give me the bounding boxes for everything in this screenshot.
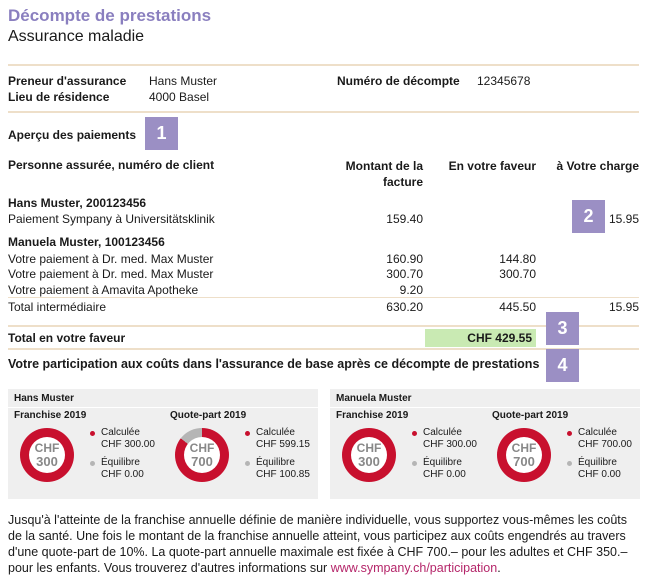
quote-part-ring-center bbox=[184, 437, 220, 473]
subtotal-amount: 630.20 bbox=[386, 300, 423, 314]
quote-part-calculated-value: CHF 599.15 bbox=[256, 439, 310, 450]
franchise-calculated bbox=[101, 427, 155, 451]
divider bbox=[8, 111, 639, 113]
franchise-balance-label: Équilibre bbox=[423, 457, 462, 468]
participation-title: Votre participation aux coûts dans l'assurance de base après ce décompte de prestations bbox=[8, 357, 540, 371]
divider bbox=[8, 64, 639, 66]
legend-dot-used bbox=[412, 431, 417, 436]
subtotal-charge: 15.95 bbox=[608, 300, 639, 314]
footer-end: . bbox=[497, 561, 501, 575]
quote-part-balance-label: Équilibre bbox=[256, 457, 295, 468]
person-name: Hans Muster, 200123456 bbox=[8, 196, 147, 210]
column-header-amount-line2: facture bbox=[382, 175, 423, 189]
franchise-balance-label: Équilibre bbox=[101, 457, 140, 468]
quote-part-calculated bbox=[578, 427, 632, 451]
franchise-currency: CHF bbox=[34, 440, 60, 455]
quote-part-value: 700 bbox=[513, 453, 535, 469]
quote-part-balance-value: CHF 0.00 bbox=[578, 469, 621, 480]
panel-person-name: Hans Muster bbox=[14, 393, 75, 404]
total-label: Total en votre faveur bbox=[8, 331, 126, 345]
payment-amount: 160.90 bbox=[386, 252, 423, 266]
total-favour-value: CHF 429.55 bbox=[425, 329, 536, 347]
footer-text: Jusqu'à l'atteinte de la franchise annuelle définie de manière individuelle, vous supportez vous-mêmes les coûts de la santé. Une fois le montant de la franchise annuelle atteint, vous participez aux coûts engendrés au travers d'une quote-part de 10%. La quote-part annuelle maximale est fixée à CHF 700.– pour les adultes et CHF 350.– pour les enfants. Vous trouverez d'autres informations sur bbox=[8, 513, 628, 575]
franchise-title: Franchise 2019 bbox=[14, 410, 87, 421]
franchise-currency: CHF bbox=[356, 440, 382, 455]
quote-part-title: Quote-part 2019 bbox=[170, 410, 247, 421]
payment-favour: 300.70 bbox=[499, 267, 536, 281]
callout-badge-1: 1 bbox=[145, 117, 178, 150]
legend-dot-remaining bbox=[412, 461, 417, 466]
franchise-calculated-value: CHF 300.00 bbox=[101, 439, 155, 450]
person-name: Manuela Muster, 100123456 bbox=[8, 235, 165, 249]
franchise-calculated-label: Calculée bbox=[423, 427, 462, 438]
payment-description: Votre paiement à Amavita Apotheke bbox=[8, 283, 199, 297]
residence-label: Lieu de résidence bbox=[8, 90, 110, 104]
quote-part-balance bbox=[578, 457, 621, 481]
statement-number-label: Numéro de décompte bbox=[337, 74, 460, 88]
divider bbox=[8, 297, 639, 298]
payment-description: Votre paiement à Dr. med. Max Muster bbox=[8, 252, 214, 266]
franchise-calculated-label: Calculée bbox=[101, 427, 140, 438]
panel-person-name: Manuela Muster bbox=[336, 393, 412, 404]
payment-amount: 300.70 bbox=[386, 267, 423, 281]
franchise-value: 300 bbox=[358, 453, 380, 469]
franchise-value: 300 bbox=[36, 453, 58, 469]
document-title: Décompte de prestations bbox=[8, 6, 212, 25]
holder-value: Hans Muster bbox=[149, 74, 218, 88]
callout-badge-2: 2 bbox=[572, 200, 605, 233]
payment-favour: 144.80 bbox=[499, 252, 536, 266]
quote-part-title: Quote-part 2019 bbox=[492, 410, 569, 421]
quote-part-calculated-value: CHF 700.00 bbox=[578, 439, 632, 450]
quote-part-ring bbox=[497, 428, 551, 482]
quote-part-calculated bbox=[256, 427, 310, 451]
legend-dot-remaining bbox=[245, 461, 250, 466]
quote-part-calculated-label: Calculée bbox=[256, 427, 295, 438]
franchise-ring-center bbox=[29, 437, 65, 473]
participation-panel-hans bbox=[8, 389, 318, 499]
franchise-ring bbox=[342, 428, 396, 482]
quote-part-ring-center bbox=[506, 437, 542, 473]
franchise-balance bbox=[423, 457, 466, 481]
panel-divider bbox=[8, 407, 318, 408]
statement-number-value: 12345678 bbox=[477, 74, 531, 88]
franchise-ring bbox=[20, 428, 74, 482]
payment-description: Paiement Sympany à Universitätsklinik bbox=[8, 212, 215, 226]
overview-title: Aperçu des paiements bbox=[8, 128, 137, 142]
payment-description: Votre paiement à Dr. med. Max Muster bbox=[8, 267, 214, 281]
franchise-calculated bbox=[423, 427, 477, 451]
legend-dot-used bbox=[245, 431, 250, 436]
holder-label: Preneur d'assurance bbox=[8, 74, 127, 88]
subtotal-favour: 445.50 bbox=[499, 300, 536, 314]
divider bbox=[8, 325, 639, 327]
quote-part-ring bbox=[175, 428, 229, 482]
payment-amount: 9.20 bbox=[399, 283, 423, 297]
document-subtitle: Assurance maladie bbox=[8, 28, 145, 45]
column-header-amount-line1: Montant de la bbox=[345, 159, 423, 173]
divider bbox=[8, 348, 639, 350]
legend-dot-used bbox=[90, 431, 95, 436]
quote-part-currency: CHF bbox=[189, 440, 215, 455]
column-header-favour: En votre faveur bbox=[448, 159, 536, 173]
residence-value: 4000 Basel bbox=[149, 90, 210, 104]
legend-dot-used bbox=[567, 431, 572, 436]
column-header-amount bbox=[300, 158, 423, 190]
quote-part-balance bbox=[256, 457, 310, 481]
quote-part-value: 700 bbox=[191, 453, 213, 469]
payment-amount: 159.40 bbox=[386, 212, 423, 226]
legend-dot-remaining bbox=[567, 461, 572, 466]
franchise-title: Franchise 2019 bbox=[336, 410, 409, 421]
payment-charge: 15.95 bbox=[608, 212, 639, 226]
subtotal-label: Total intermédiaire bbox=[8, 300, 107, 314]
column-header-charge: à Votre charge bbox=[556, 159, 639, 173]
callout-badge-3: 3 bbox=[546, 312, 579, 345]
column-header-person: Personne assurée, numéro de client bbox=[8, 158, 215, 172]
quote-part-balance-value: CHF 100.85 bbox=[256, 469, 310, 480]
franchise-balance-value: CHF 0.00 bbox=[423, 469, 466, 480]
legend-dot-remaining bbox=[90, 461, 95, 466]
callout-badge-4: 4 bbox=[546, 349, 579, 382]
quote-part-calculated-label: Calculée bbox=[578, 427, 617, 438]
quote-part-balance-label: Équilibre bbox=[578, 457, 617, 468]
franchise-balance bbox=[101, 457, 144, 481]
franchise-balance-value: CHF 0.00 bbox=[101, 469, 144, 480]
participation-panel-manuela bbox=[330, 389, 640, 499]
quote-part-currency: CHF bbox=[511, 440, 537, 455]
footer-note bbox=[8, 512, 642, 576]
panel-divider bbox=[330, 407, 640, 408]
franchise-ring-center bbox=[351, 437, 387, 473]
participation-link[interactable]: www.sympany.ch/participation bbox=[330, 561, 498, 575]
franchise-calculated-value: CHF 300.00 bbox=[423, 439, 477, 450]
